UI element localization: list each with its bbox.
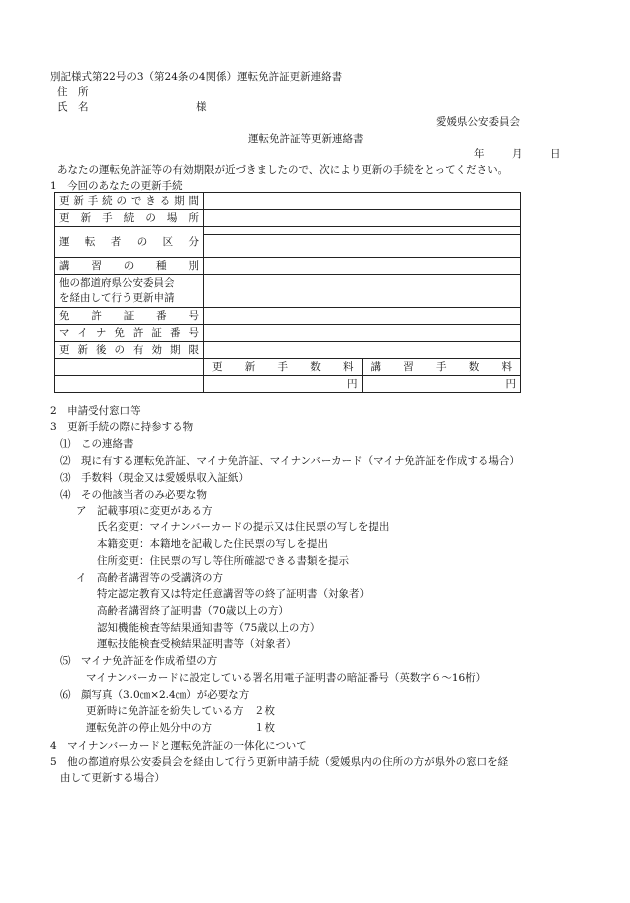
row-value (204, 275, 521, 308)
row-label: 更新後の有効期限 (55, 342, 204, 359)
list-item: 住所変更：住民票の写し等住所確認できる書類を提示 (97, 555, 349, 567)
date-year: 年 (474, 148, 485, 160)
blank-cell (55, 376, 204, 393)
list-item: ア 記載事項に変更がある方 (76, 505, 213, 517)
fee-course-yen: 円 (362, 376, 521, 393)
name-label: 氏 名 (57, 101, 89, 113)
fee-header-row (55, 359, 521, 376)
row-value (204, 210, 521, 227)
row-value (204, 227, 521, 258)
section-2: 2 申請受付窓口等 (50, 405, 141, 417)
document-title: 運転免許証等更新連絡書 (248, 133, 364, 145)
row-value (204, 258, 521, 275)
section-1: 1 今回のあなたの更新手続 (50, 180, 183, 192)
fee-update-header: 更 新 手 数 料 (204, 359, 363, 376)
list-item: 更新時に免許証を紛失している方 ２枚 (86, 705, 275, 717)
fee-value-row (55, 376, 521, 393)
section-4: 4 マイナンバーカードと運転免許証の一体化について (50, 740, 307, 752)
fee-update-yen: 円 (204, 376, 363, 393)
row-label: 更新手続の場所 (55, 210, 204, 227)
list-item: ⑷ その他該当者のみ必要な物 (60, 489, 207, 501)
row-value (204, 342, 521, 359)
row-label-line1: 他の都道府県公安委員会 (59, 277, 175, 289)
issuer: 愛媛県公安委員会 (436, 116, 520, 128)
intro-text: あなたの運転免許証等の有効期限が近づきましたので、次により更新の手続をとってください。 (57, 164, 509, 176)
table-row (55, 325, 521, 342)
row-label-line2: を経由して行う更新申請 (59, 292, 175, 304)
list-item: ⑹ 顔写真（3.0㎝×2.4㎝）が必要な方 (60, 689, 250, 701)
list-item: マイナンバーカードに設定している署名用電子証明書の暗証番号（英数字６～16桁） (86, 672, 487, 684)
row-label: 免許証番号 (55, 308, 204, 325)
list-item: 特定認定教育又は特定任意講習等の終了証明書（対象者） (97, 588, 370, 600)
table-row (55, 308, 521, 325)
table-row (55, 210, 521, 227)
row-label: マイナ免許証番号 (55, 325, 204, 342)
list-item: ⑴ この連絡書 (60, 438, 134, 450)
table-row (55, 342, 521, 359)
inner-divider (204, 227, 520, 235)
row-label (55, 275, 204, 308)
row-value (204, 325, 521, 342)
fee-course-header: 講 習 手 数 料 (362, 359, 521, 376)
list-item: ⑶ 手数料（現金又は愛媛県収入証紙） (60, 472, 249, 484)
section-5-continued: 由して更新する場合） (60, 772, 165, 784)
list-item: 認知機能検査等結果通知書等（75歳以上の方） (97, 622, 321, 634)
date-month: 月 (512, 148, 523, 160)
row-label: 講習の種別 (55, 258, 204, 275)
list-item: ⑵ 現に有する運転免許証、マイナ免許証、マイナンバーカード（マイナ免許証を作成する場合） (60, 455, 520, 467)
renewal-table (54, 192, 521, 393)
list-item: 運転技能検査受検結果証明書等（対象者） (97, 638, 297, 650)
table-row (55, 275, 521, 308)
list-item: 氏名変更：マイナンバーカードの提示又は住民票の写しを提出 (97, 521, 390, 533)
form-id: 別記様式第22号の3（第24条の4関係）運転免許証更新連絡書 (50, 71, 343, 83)
table-row (55, 193, 521, 210)
list-item: イ 高齢者講習等の受講済の方 (76, 572, 223, 584)
section-3: 3 更新手続の際に持参する物 (50, 421, 194, 433)
table-row (55, 227, 521, 258)
blank-cell (55, 359, 204, 376)
list-item: ⑸ マイナ免許証を作成希望の方 (60, 655, 218, 667)
list-item: 運転免許の停止処分中の方 １枚 (86, 722, 275, 734)
address-label: 住 所 (57, 86, 89, 98)
row-label: 更新手続のできる期間 (55, 193, 204, 210)
row-value (204, 308, 521, 325)
honorific: 様 (196, 101, 207, 113)
list-item: 本籍変更：本籍地を記載した住民票の写しを提出 (97, 538, 328, 550)
list-item: 高齢者講習終了証明書（70歳以上の方） (97, 605, 289, 617)
row-label: 運転者の区分 (55, 227, 204, 258)
date-day: 日 (550, 148, 561, 160)
row-value (204, 193, 521, 210)
table-row (55, 258, 521, 275)
section-5: 5 他の都道府県公安委員会を経由して行う更新申請手続（愛媛県内の住所の方が県外の窓口を経 (50, 756, 509, 768)
